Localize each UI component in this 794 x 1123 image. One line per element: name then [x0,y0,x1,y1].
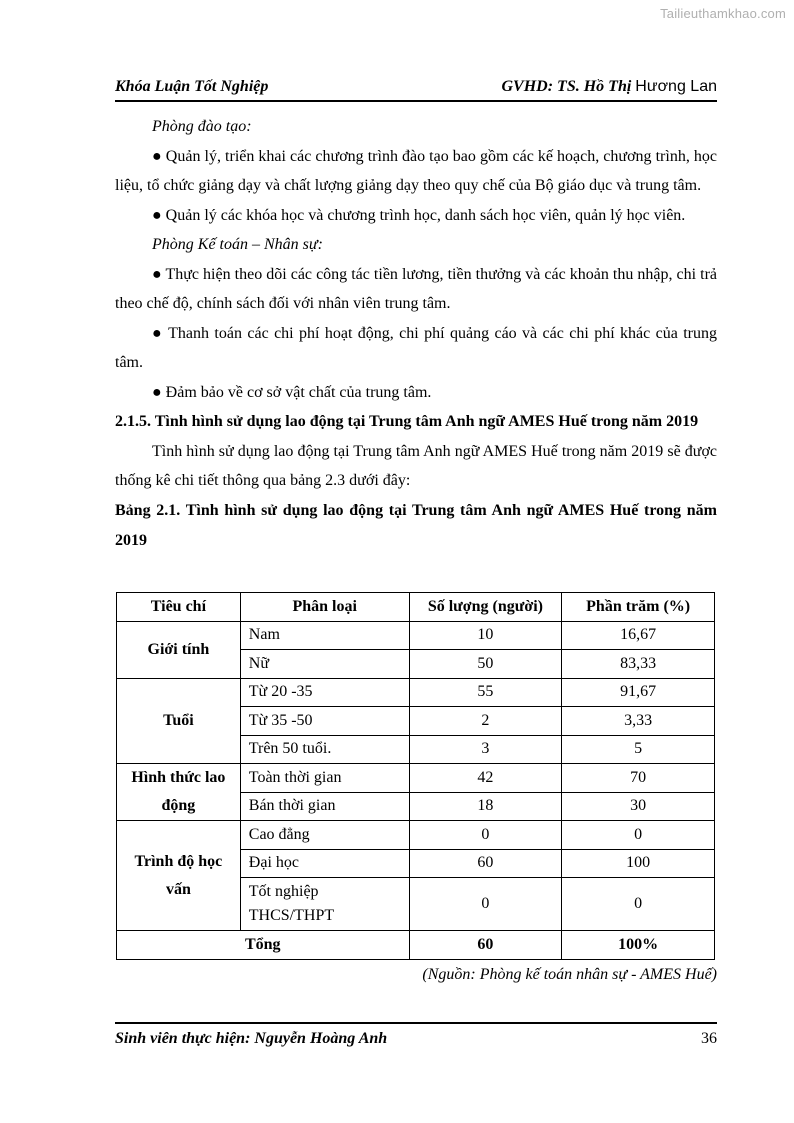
cell-quantity: 50 [409,650,562,679]
header-advisor [502,78,718,96]
cell-category: Nữ [240,650,409,679]
table-caption: Bảng 2.1. Tình hình sử dụng lao động tại Trung tâm Anh ngữ AMES Huế trong năm 2019 [115,501,717,549]
header-category: Phân loại [240,593,409,622]
group-work-form: Hình thức lao động [117,764,241,821]
labor-table [116,592,715,960]
dept-training-title: Phòng đào tạo: [152,118,252,135]
section-heading: 2.1.5. Tình hình sử dụng lao động tại Trung tâm Anh ngữ AMES Huế trong năm 2019 [115,413,699,430]
dept-training-bullet-1: ● Quản lý, triển khai các chương trình đào tạo bao gồm các kế hoạch, chương trình, học liệu, tổ chức giảng dạy và chất lượng giảng dạy theo quy chế của Bộ giáo dục và trung tâm. [115,147,717,194]
cell-category: Cao đẳng [240,821,409,850]
table-row [117,678,715,707]
cell-category: Bán thời gian [240,792,409,821]
cell-percent: 0 [562,878,715,931]
table-row [117,764,715,793]
total-percent: 100% [562,931,715,960]
cell-quantity: 3 [409,735,562,764]
cell-category: Đại học [240,849,409,878]
cell-quantity: 0 [409,878,562,931]
footer-author: Sinh viên thực hiện: Nguyễn Hoàng Anh [115,1030,388,1047]
header-advisor-name: Hương Lan [635,78,717,95]
cell-category: Trên 50 tuổi. [240,735,409,764]
dept-training-bullet-2: ● Quản lý các khóa học và chương trình học, danh sách học viên, quản lý học viên. [152,206,686,224]
cell-quantity: 42 [409,764,562,793]
cell-category: Từ 20 -35 [240,678,409,707]
section-intro: Tình hình sử dụng lao động tại Trung tâm Anh ngữ AMES Huế trong năm 2019 sẽ được thống kê chi tiết thông qua bảng 2.3 dưới đây: [115,442,717,489]
dept-accounting-bullet-2: ● Thanh toán các chi phí hoạt động, chi phí quảng cáo và các chi phí khác của trung tâm. [115,324,717,371]
group-gender: Giới tính [117,621,241,678]
cell-percent: 70 [562,764,715,793]
cell-quantity: 60 [409,849,562,878]
dept-accounting-bullet-1: ● Thực hiện theo dõi các công tác tiền lương, tiền thưởng và các khoản thu nhập, chi trả theo chế độ, chính sách đối với nhân viên trung tâm. [115,265,717,312]
total-label: Tổng [117,931,410,960]
dept-accounting-bullet-3: ● Đảm bảo về cơ sở vật chất của trung tâm. [152,383,432,401]
page-footer [115,1022,717,1054]
cell-percent: 30 [562,792,715,821]
table-source: (Nguồn: Phòng kế toán nhân sự - AMES Huế) [422,966,717,983]
cell-percent: 0 [562,821,715,850]
header-criteria: Tiêu chí [117,593,241,622]
header-percent: Phần trăm (%) [562,593,715,622]
cell-quantity: 10 [409,621,562,650]
header-quantity: Số lượng (người) [409,593,562,622]
cell-category: Toàn thời gian [240,764,409,793]
watermark-text: Tailieuthamkhao.com [660,6,786,21]
cell-percent: 5 [562,735,715,764]
table-total-row [117,931,715,960]
cell-percent: 3,33 [562,707,715,736]
cell-percent: 91,67 [562,678,715,707]
table-header-row [117,593,715,622]
page-header [115,76,717,102]
cell-percent: 83,33 [562,650,715,679]
group-age: Tuổi [117,678,241,764]
group-education: Trình độ học vấn [117,821,241,931]
dept-accounting-title: Phòng Kế toán – Nhân sự: [152,236,323,253]
header-thesis-title: Khóa Luận Tốt Nghiệp [115,78,269,95]
table-row [117,821,715,850]
cell-percent: 100 [562,849,715,878]
cell-quantity: 2 [409,707,562,736]
header-advisor-prefix: GVHD: TS. Hồ Thị [501,78,632,95]
page-number: 36 [701,1030,717,1047]
total-quantity: 60 [409,931,562,960]
cell-quantity: 18 [409,792,562,821]
cell-quantity: 0 [409,821,562,850]
page-content [115,112,717,556]
cell-quantity: 55 [409,678,562,707]
cell-percent: 16,67 [562,621,715,650]
cell-category: Từ 35 -50 [240,707,409,736]
table-row [117,621,715,650]
cell-category: Tốt nghiệp THCS/THPT [240,878,409,931]
cell-category: Nam [240,621,409,650]
